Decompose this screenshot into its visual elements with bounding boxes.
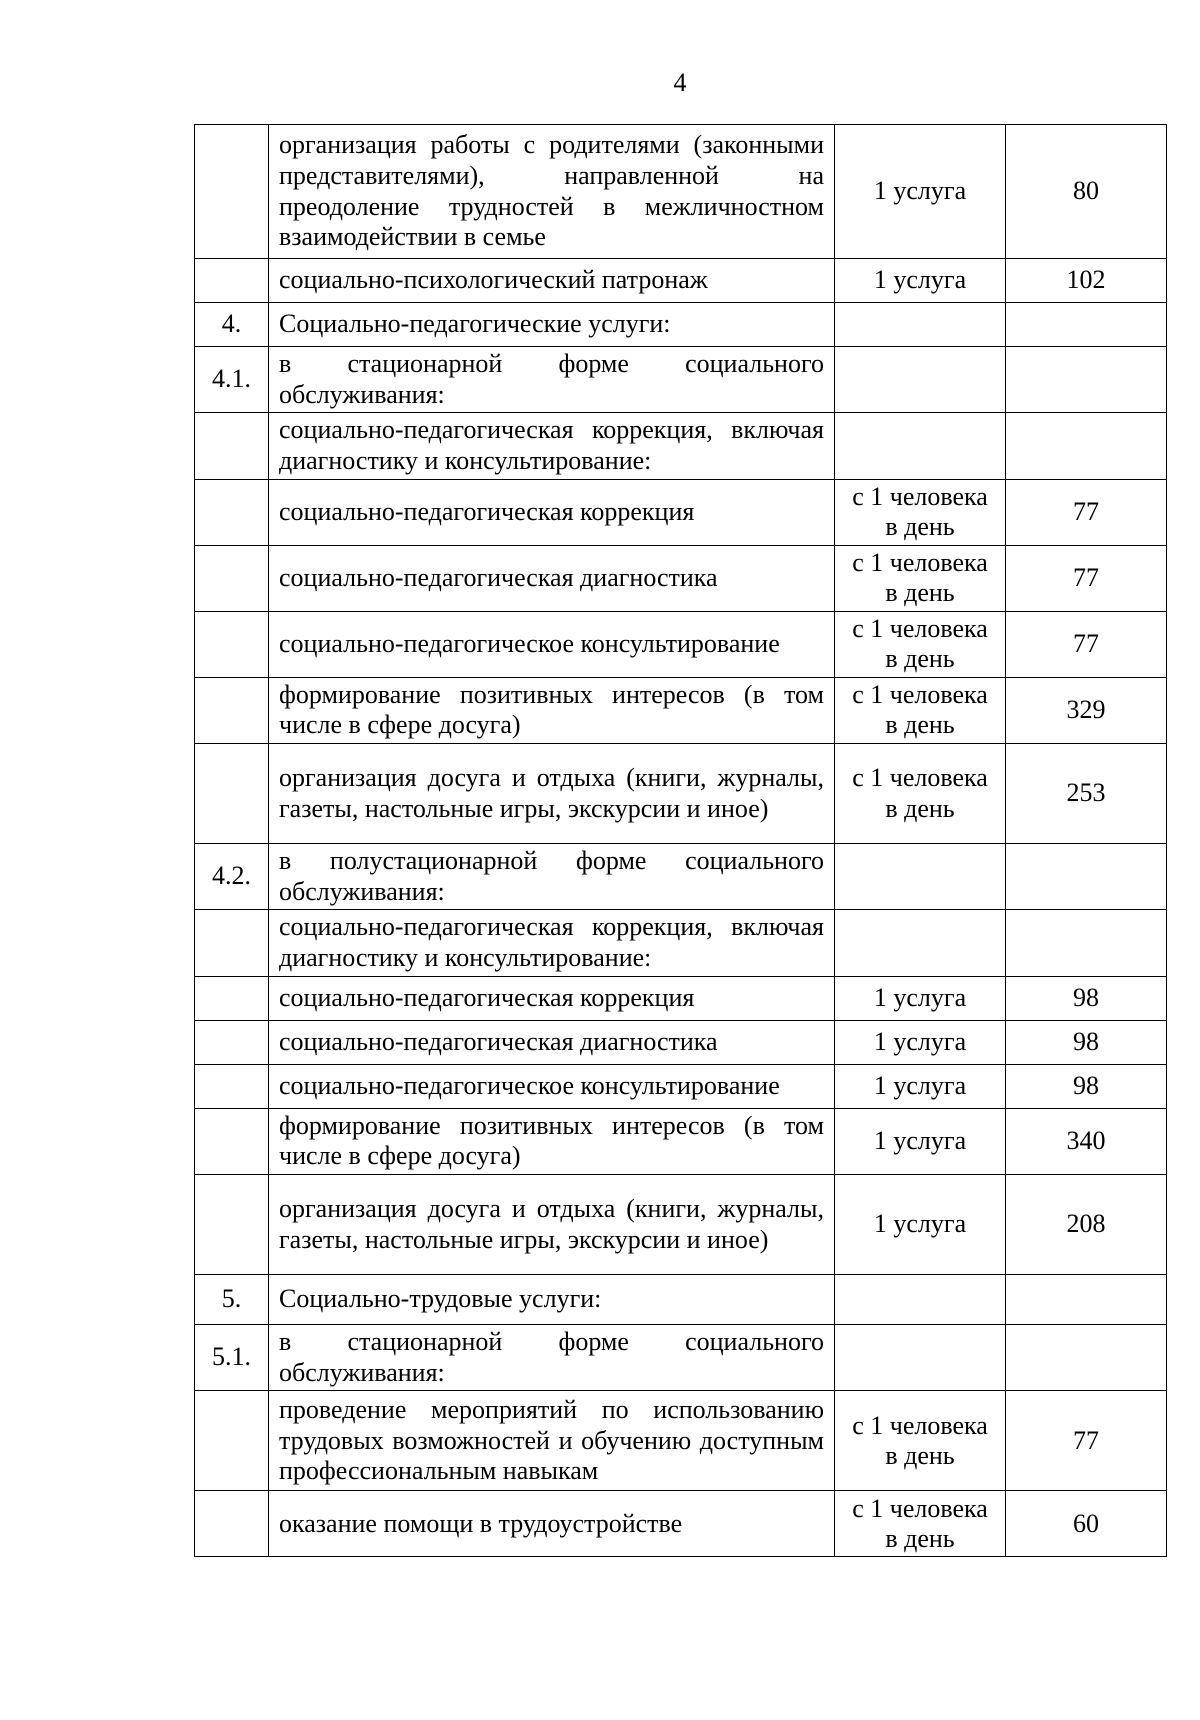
table-row	[195, 1020, 1167, 1064]
service-unit: с 1 человека в день	[835, 677, 1006, 743]
service-name: оказание помощи в трудоустройстве	[269, 1491, 835, 1557]
table-row	[195, 976, 1167, 1020]
row-number	[195, 1175, 269, 1275]
service-price: 77	[1006, 1391, 1167, 1491]
service-price	[1006, 347, 1167, 413]
service-unit	[835, 844, 1006, 910]
service-price: 80	[1006, 125, 1167, 259]
service-name: организация досуга и отдыха (книги, журналы, газеты, настольные игры, экскурсии и иное)	[269, 1175, 835, 1275]
service-unit	[835, 1275, 1006, 1325]
service-name: в полустационарной форме социального обслуживания:	[269, 844, 835, 910]
table-row	[195, 303, 1167, 347]
service-unit: с 1 человека в день	[835, 611, 1006, 677]
table-row	[195, 545, 1167, 611]
service-unit: с 1 человека в день	[835, 479, 1006, 545]
row-number	[195, 1491, 269, 1557]
row-number	[195, 744, 269, 844]
table-body	[195, 125, 1167, 1557]
service-name: социально-педагогическое консультирование	[269, 611, 835, 677]
service-unit	[835, 413, 1006, 479]
service-name: социально-педагогическое консультирование	[269, 1064, 835, 1108]
service-name: формирование позитивных интересов (в том числе в сфере досуга)	[269, 1108, 835, 1174]
service-name: социально-педагогическая диагностика	[269, 1020, 835, 1064]
row-number	[195, 1064, 269, 1108]
service-price: 340	[1006, 1108, 1167, 1174]
service-unit	[835, 303, 1006, 347]
row-number: 4.2.	[195, 844, 269, 910]
services-tariff-table	[194, 124, 1167, 1557]
service-unit: 1 услуга	[835, 125, 1006, 259]
service-unit: с 1 человека в день	[835, 1491, 1006, 1557]
table-row	[195, 744, 1167, 844]
service-price	[1006, 844, 1167, 910]
row-number: 4.	[195, 303, 269, 347]
row-number: 5.1.	[195, 1325, 269, 1391]
service-unit: 1 услуга	[835, 1020, 1006, 1064]
service-unit: с 1 человека в день	[835, 545, 1006, 611]
row-number	[195, 611, 269, 677]
service-unit: с 1 человека в день	[835, 1391, 1006, 1491]
service-name: социально-психологический патронаж	[269, 259, 835, 303]
row-number	[195, 259, 269, 303]
service-name: формирование позитивных интересов (в том числе в сфере досуга)	[269, 677, 835, 743]
service-unit: с 1 человека в день	[835, 744, 1006, 844]
service-name: социально-педагогическая коррекция, включая диагностику и консультирование:	[269, 910, 835, 976]
table-row	[195, 611, 1167, 677]
service-unit	[835, 910, 1006, 976]
service-price	[1006, 1275, 1167, 1325]
service-price: 60	[1006, 1491, 1167, 1557]
row-number	[195, 976, 269, 1020]
table-row	[195, 1108, 1167, 1174]
table-row	[195, 1275, 1167, 1325]
service-unit: 1 услуга	[835, 976, 1006, 1020]
row-number	[195, 677, 269, 743]
service-name: социально-педагогическая коррекция, включая диагностику и консультирование:	[269, 413, 835, 479]
row-number: 4.1.	[195, 347, 269, 413]
service-name: социально-педагогическая диагностика	[269, 545, 835, 611]
row-number	[195, 545, 269, 611]
service-price	[1006, 910, 1167, 976]
service-unit: 1 услуга	[835, 1064, 1006, 1108]
table-row	[195, 910, 1167, 976]
service-name: социально-педагогическая коррекция	[269, 479, 835, 545]
row-number	[195, 1020, 269, 1064]
service-price: 98	[1006, 1064, 1167, 1108]
service-price: 77	[1006, 545, 1167, 611]
page-number: 4	[673, 68, 687, 97]
service-price: 208	[1006, 1175, 1167, 1275]
service-name: в стационарной форме социального обслуживания:	[269, 1325, 835, 1391]
service-unit: 1 услуга	[835, 259, 1006, 303]
row-number	[195, 125, 269, 259]
table-row	[195, 413, 1167, 479]
service-price: 77	[1006, 479, 1167, 545]
row-number	[195, 910, 269, 976]
table-row	[195, 259, 1167, 303]
service-price: 102	[1006, 259, 1167, 303]
table-row	[195, 479, 1167, 545]
table-row	[195, 347, 1167, 413]
table-row	[195, 844, 1167, 910]
service-name: проведение мероприятий по использованию трудовых возможностей и обучению доступным профессиональным навыкам	[269, 1391, 835, 1491]
row-number	[195, 413, 269, 479]
service-name: Социально-трудовые услуги:	[269, 1275, 835, 1325]
service-unit: 1 услуга	[835, 1108, 1006, 1174]
table-row	[195, 1064, 1167, 1108]
service-name: в стационарной форме социального обслуживания:	[269, 347, 835, 413]
service-name: Социально-педагогические услуги:	[269, 303, 835, 347]
service-price: 98	[1006, 976, 1167, 1020]
row-number: 5.	[195, 1275, 269, 1325]
service-name: организация работы с родителями (законными представителями), направленной на преодоление трудностей в межличностном взаимодействии в семье	[269, 125, 835, 259]
table-row	[195, 125, 1167, 259]
table-row	[195, 1491, 1167, 1557]
service-price: 329	[1006, 677, 1167, 743]
row-number	[195, 1391, 269, 1491]
service-price	[1006, 303, 1167, 347]
service-price: 253	[1006, 744, 1167, 844]
service-unit	[835, 347, 1006, 413]
row-number	[195, 1108, 269, 1174]
service-price: 77	[1006, 611, 1167, 677]
table-row	[195, 677, 1167, 743]
service-price: 98	[1006, 1020, 1167, 1064]
service-price	[1006, 413, 1167, 479]
service-unit: 1 услуга	[835, 1175, 1006, 1275]
service-price	[1006, 1325, 1167, 1391]
table-row	[195, 1391, 1167, 1491]
row-number	[195, 479, 269, 545]
table-row	[195, 1325, 1167, 1391]
table-row	[195, 1175, 1167, 1275]
service-name: социально-педагогическая коррекция	[269, 976, 835, 1020]
service-name: организация досуга и отдыха (книги, журналы, газеты, настольные игры, экскурсии и иное)	[269, 744, 835, 844]
service-unit	[835, 1325, 1006, 1391]
